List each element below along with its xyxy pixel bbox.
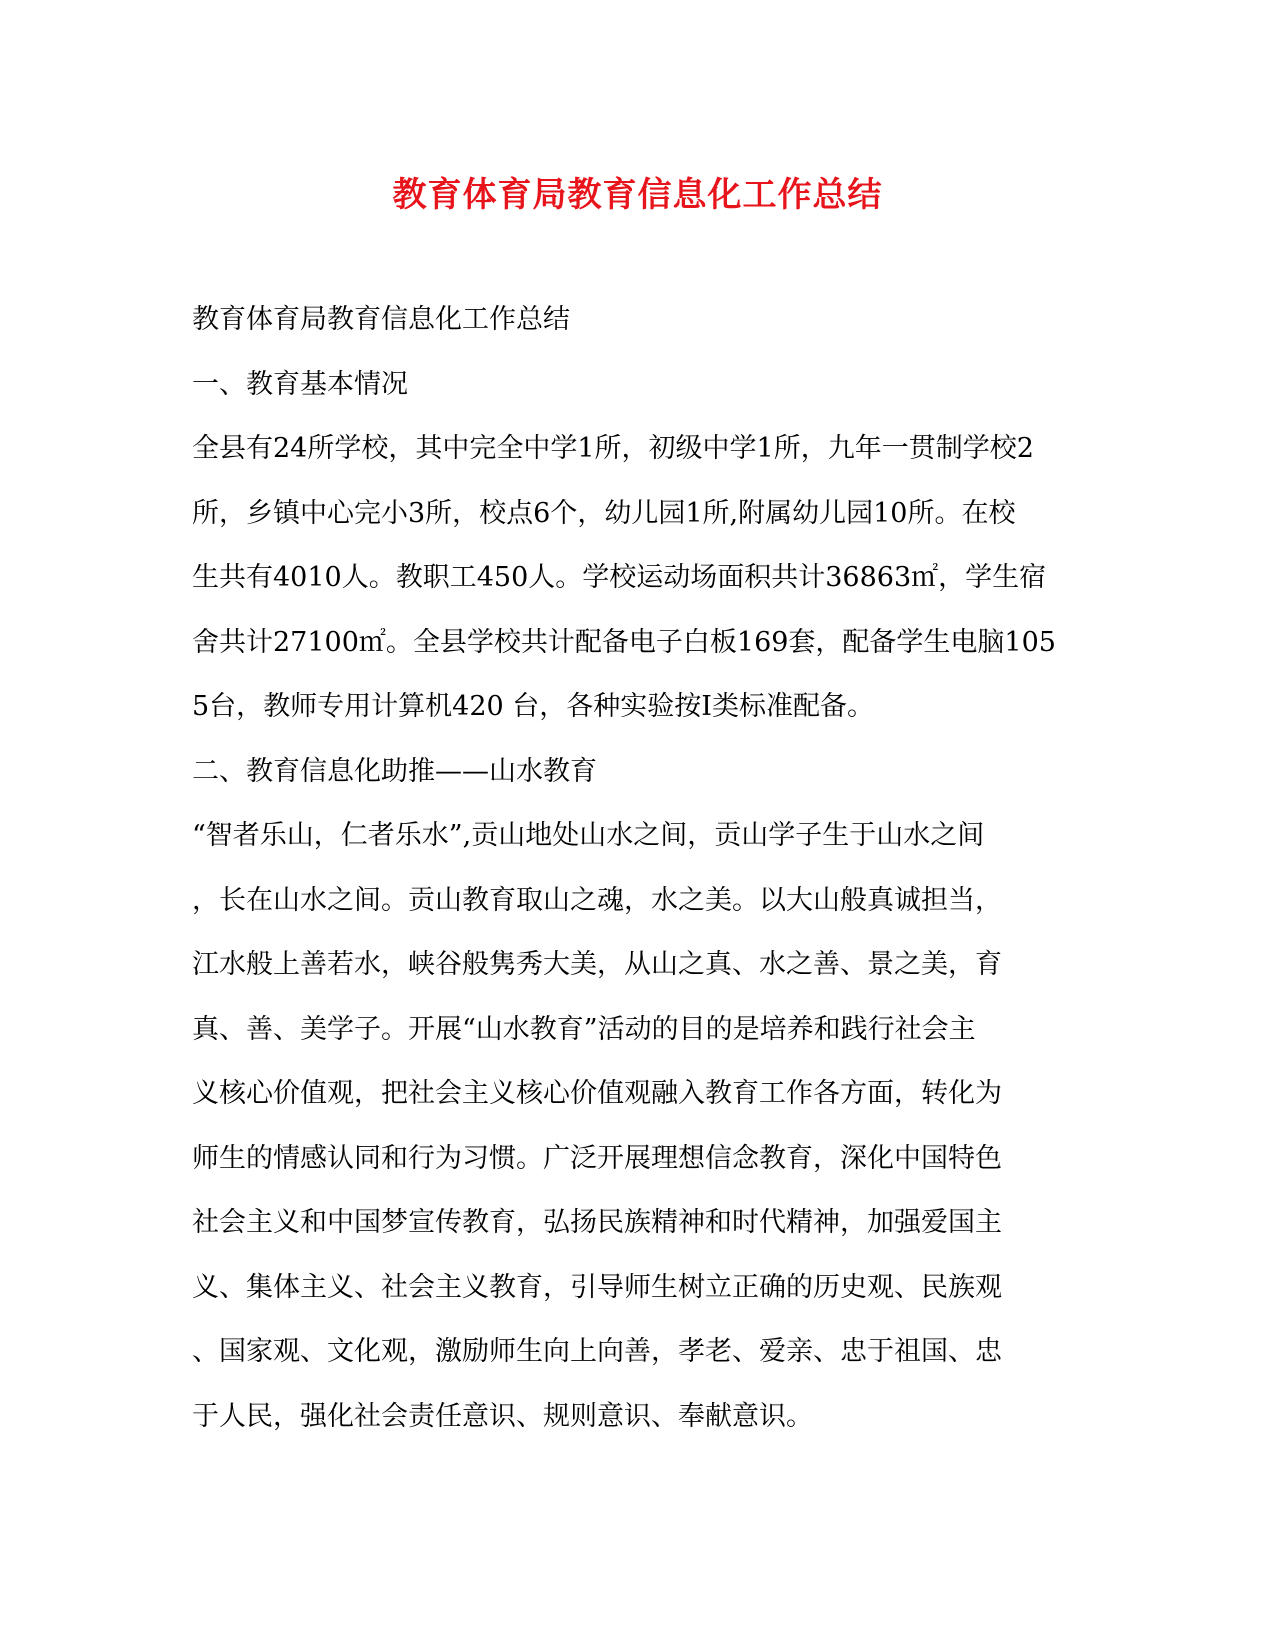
paragraph-line: 、国家观、文化观，激励师生向上向善，孝老、爱亲、忠于祖国、忠 xyxy=(192,1336,1002,1367)
paragraph-line: 5台，教师专用计算机420 台，各种实验按Ⅰ类标准配备。 xyxy=(192,691,874,722)
paragraph-line: ，长在山水之间。贡山教育取山之魂，水之美。以大山般真诚担当， xyxy=(192,884,1002,916)
paragraph-line: 义核心价值观，把社会主义核心价值观融入教育工作各方面，转化为 xyxy=(192,1078,1002,1109)
document-title: 教育体育局教育信息化工作总结 xyxy=(392,175,883,215)
document-body xyxy=(192,288,1092,1449)
subtitle-line: 教育体育局教育信息化工作总结 xyxy=(192,304,570,335)
paragraph-line: 社会主义和中国梦宣传教育，弘扬民族精神和时代精神，加强爱国主 xyxy=(192,1207,1002,1238)
paragraph-line: 江水般上善若水，峡谷般隽秀大美，从山之真、水之善、景之美，育 xyxy=(192,949,1002,980)
paragraph-line: 师生的情感认同和行为习惯。广泛开展理想信念教育，深化中国特色 xyxy=(192,1142,1002,1174)
section-heading-2: 二、教育信息化助推——山水教育 xyxy=(192,755,597,787)
paragraph-line: “智者乐山，仁者乐水”,贡山地处山水之间，贡山学子生于山水之间 xyxy=(192,820,985,851)
paragraph-line: 全县有24所学校，其中完全中学1所，初级中学1所，九年一贯制学校2 xyxy=(192,433,1034,464)
paragraph-line: 舍共计27100㎡。全县学校共计配备电子白板169套，配备学生电脑105 xyxy=(192,626,1056,658)
paragraph-line: 于人民，强化社会责任意识、规则意识、奉献意识。 xyxy=(192,1400,813,1432)
paragraph-line: 义、集体主义、社会主义教育，引导师生树立正确的历史观、民族观 xyxy=(192,1271,1002,1303)
paragraph-line: 生共有4010人。教职工450人。学校运动场面积共计36863㎡，学生宿 xyxy=(192,562,1047,593)
paragraph-line: 真、善、美学子。开展“山水教育”活动的目的是培养和践行社会主 xyxy=(192,1013,976,1045)
section-heading-1: 一、教育基本情况 xyxy=(192,368,408,400)
paragraph-line: 所，乡镇中心完小3所，校点6个，幼儿园1所,附属幼儿园10所。在校 xyxy=(192,497,1016,529)
